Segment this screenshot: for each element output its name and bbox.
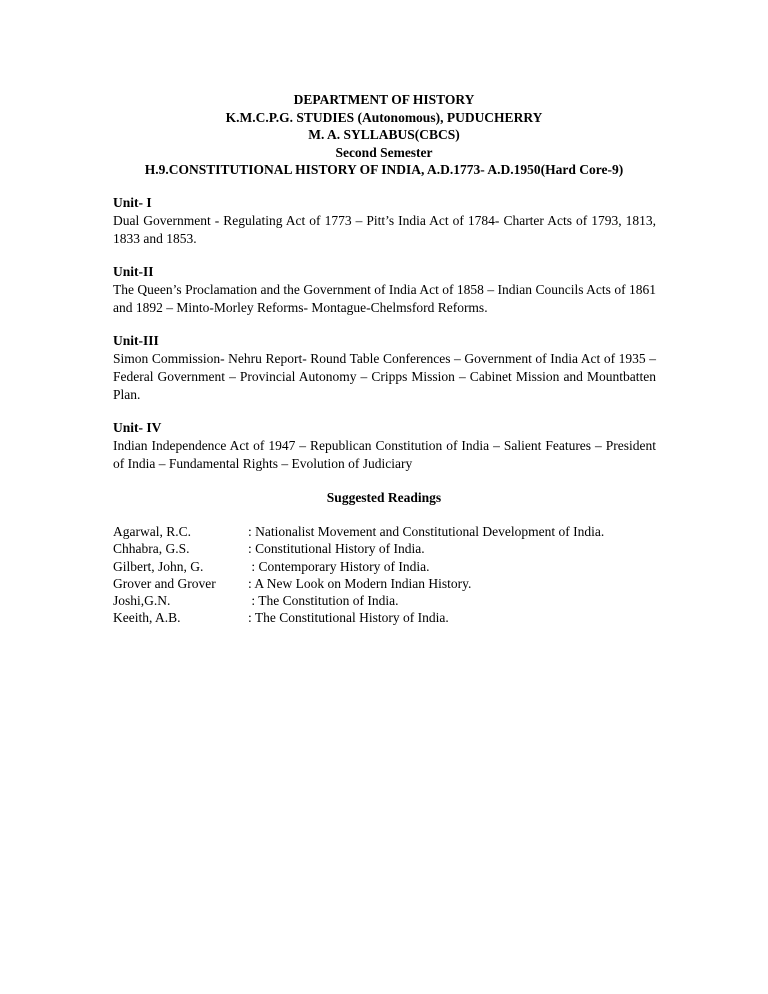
reading-item xyxy=(113,558,673,575)
reading-author: Agarwal, R.C. xyxy=(113,524,191,539)
reading-work: : The Constitution of India. xyxy=(248,593,399,609)
unit-4-title: Unit- IV xyxy=(113,420,162,435)
reading-item xyxy=(113,540,673,557)
reading-work: : Contemporary History of India. xyxy=(248,558,430,574)
reading-work: : Constitutional History of India. xyxy=(248,541,425,557)
reading-author: Joshi,G.N. xyxy=(113,593,171,609)
reading-item xyxy=(113,592,673,609)
unit-1-body: Dual Government - Regulating Act of 1773 – Pitt’s India Act of 1784- Charter Acts of 1793, 1813, 1833 and 1853. xyxy=(113,213,656,246)
unit-4-section xyxy=(113,419,656,473)
suggested-readings-heading: Suggested Readings xyxy=(326,490,442,505)
unit-1-title: Unit- I xyxy=(113,195,152,210)
semester-label: Second Semester xyxy=(335,144,433,160)
unit-4-body: Indian Independence Act of 1947 – Republican Constitution of India – Salient Features – President of India – Fundamental Rights – Evolution of Judiciary xyxy=(113,438,656,471)
reading-item xyxy=(113,609,673,626)
unit-3-title: Unit-III xyxy=(113,333,159,348)
readings-list xyxy=(113,523,673,627)
unit-3-body: Simon Commission- Nehru Report- Round Table Conferences – Government of India Act of 1935 – Federal Government – Provincial Autonomy – Cripps Mission – Cabinet Mission and Mountbatten Plan. xyxy=(113,351,656,402)
unit-2-title: Unit-II xyxy=(113,264,154,279)
reading-author: Grover and Grover xyxy=(113,575,216,591)
unit-2-section xyxy=(113,263,656,317)
syllabus-title: M. A. SYLLABUS(CBCS) xyxy=(308,127,460,143)
reading-author: Chhabra, G.S. xyxy=(113,541,190,557)
institution-name: K.M.C.P.G. STUDIES (Autonomous), PUDUCHERRY xyxy=(225,109,543,125)
reading-item xyxy=(113,575,673,592)
reading-author: Gilbert, John, G. xyxy=(113,558,204,574)
unit-2-body: The Queen’s Proclamation and the Government of India Act of 1858 – Indian Councils Acts of 1861 and 1892 – Minto-Morley Reforms- Montague-Chelmsford Reforms. xyxy=(113,282,656,315)
unit-3-section xyxy=(113,332,656,404)
reading-author: Keeith, A.B. xyxy=(113,610,181,626)
course-title: H.9.CONSTITUTIONAL HISTORY OF INDIA, A.D.1773- A.D.1950(Hard Core-9) xyxy=(144,162,624,178)
reading-item xyxy=(113,523,673,540)
document-header xyxy=(0,91,768,179)
reading-work: : Nationalist Movement and Constitutional Development of India. xyxy=(248,524,605,539)
unit-1-section xyxy=(113,194,656,248)
reading-work: : The Constitutional History of India. xyxy=(248,610,449,626)
department-title: DEPARTMENT OF HISTORY xyxy=(293,92,475,107)
reading-work: : A New Look on Modern Indian History. xyxy=(248,575,472,591)
